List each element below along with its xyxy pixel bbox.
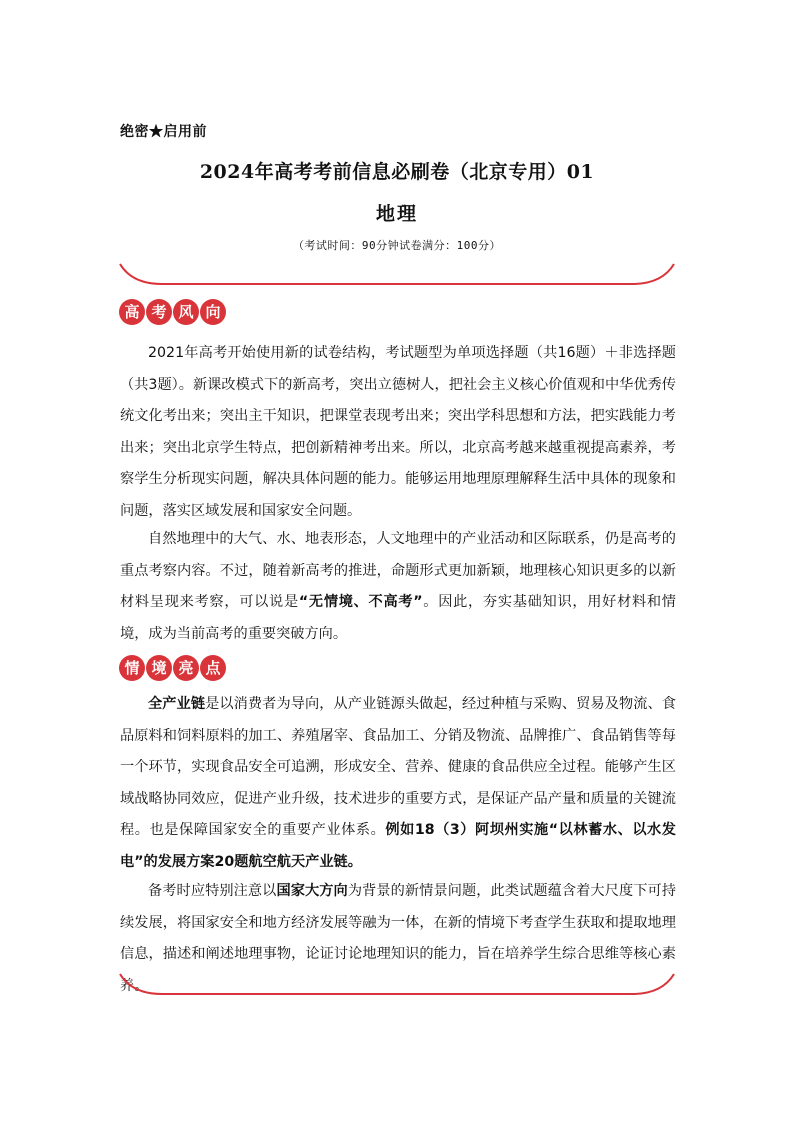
emphasis-text: “无情境、不高考” <box>298 594 423 610</box>
tag-char: 考 <box>146 299 172 325</box>
tag-char: 高 <box>119 299 145 325</box>
paragraph-text: 备考时应特别注意以 <box>148 883 277 899</box>
tag-char: 亮 <box>173 655 199 681</box>
emphasis-text: 全产业链 <box>148 696 206 712</box>
paragraph-text: 自然地理中的大气、水、地表形态，人文地理中的产业活动和区际联系，仍是高考的重点考察内容。不过，随着新高考的推进，命题形式更加新颖，地理核心知识更多的以新材料呈现来考察，可以说是 <box>120 531 676 610</box>
emphasis-text: 国家大方向 <box>276 883 348 899</box>
tag-char: 情 <box>119 655 145 681</box>
tag-char: 风 <box>173 299 199 325</box>
section-tag-gaokao-fengxiang <box>119 299 226 325</box>
paragraph-exam-structure: 2021年高考开始使用新的试卷结构，考试题型为单项选择题（共16题）＋非选择题（共3题）。新课改模式下的新高考，突出立德树人，把社会主义核心价值观和中华优秀传统文化考出来；突出主干知识，把课堂表现考出来；突出学科思想和方法，把实践能力考出来；突出北京学生特点，把创新精神考出来。所以，北京高考越来越重视提高素养，考察学生分析现实问题，解决具体问题的能力。能够运用地理原理解释生活中具体的现象和问题，落实区域发展和国家安全问题。 <box>120 345 676 519</box>
paragraph-text: 是以消费者为导向，从产业链源头做起，经过种植与采购、贸易及物流、食品原料和饲料原料的加工、养殖屠宰、食品加工、分销及物流、品牌推广、食品销售等每一个环节，实现食品安全可追溯，形成安全、营养、健康的食品供应全过程。能够产生区域战略协同效应，促进产业升级，技术进步的重要方式，是保证产品产量和质量的关键流程。也是保障国家安全的重要产业体系。 <box>120 696 676 838</box>
paragraph-text: 。因此，夯实基础知识，用好材料和情境，成为当前高考的重要突破方向。 <box>120 594 676 642</box>
tag-char: 点 <box>200 655 226 681</box>
section-tag-qingjing-liangdian <box>119 655 226 681</box>
bottom-divider-arc <box>118 972 676 996</box>
paragraph-industry-chain <box>120 689 676 878</box>
tag-char: 境 <box>146 655 172 681</box>
exam-info: （考试时间：90分钟试卷满分：100分） <box>292 239 502 252</box>
subject-heading: 地理 <box>375 203 418 225</box>
tag-char: 向 <box>200 299 226 325</box>
top-divider-arc <box>118 262 676 286</box>
paragraph-text: 为背景的新情景问题，此类试题蕴含着大尺度下可持续发展，将国家安全和地方经济发展等融为一体，在新的情境下考查学生获取和提取地理信息，描述和阐述地理事物，论证讨论地理知识的能力，旨在培养学生综合思维等核心素养。 <box>120 883 676 994</box>
paragraph-key-content <box>120 524 676 650</box>
page-title: 2024年高考考前信息必刷卷（北京专用）01 <box>199 161 595 183</box>
emphasis-text: 例如18（3）阿坝州实施“以林蓄水、以水发电”的发展方案20题航空航天产业链。 <box>120 822 676 870</box>
secret-label: 绝密★启用前 <box>120 124 207 140</box>
